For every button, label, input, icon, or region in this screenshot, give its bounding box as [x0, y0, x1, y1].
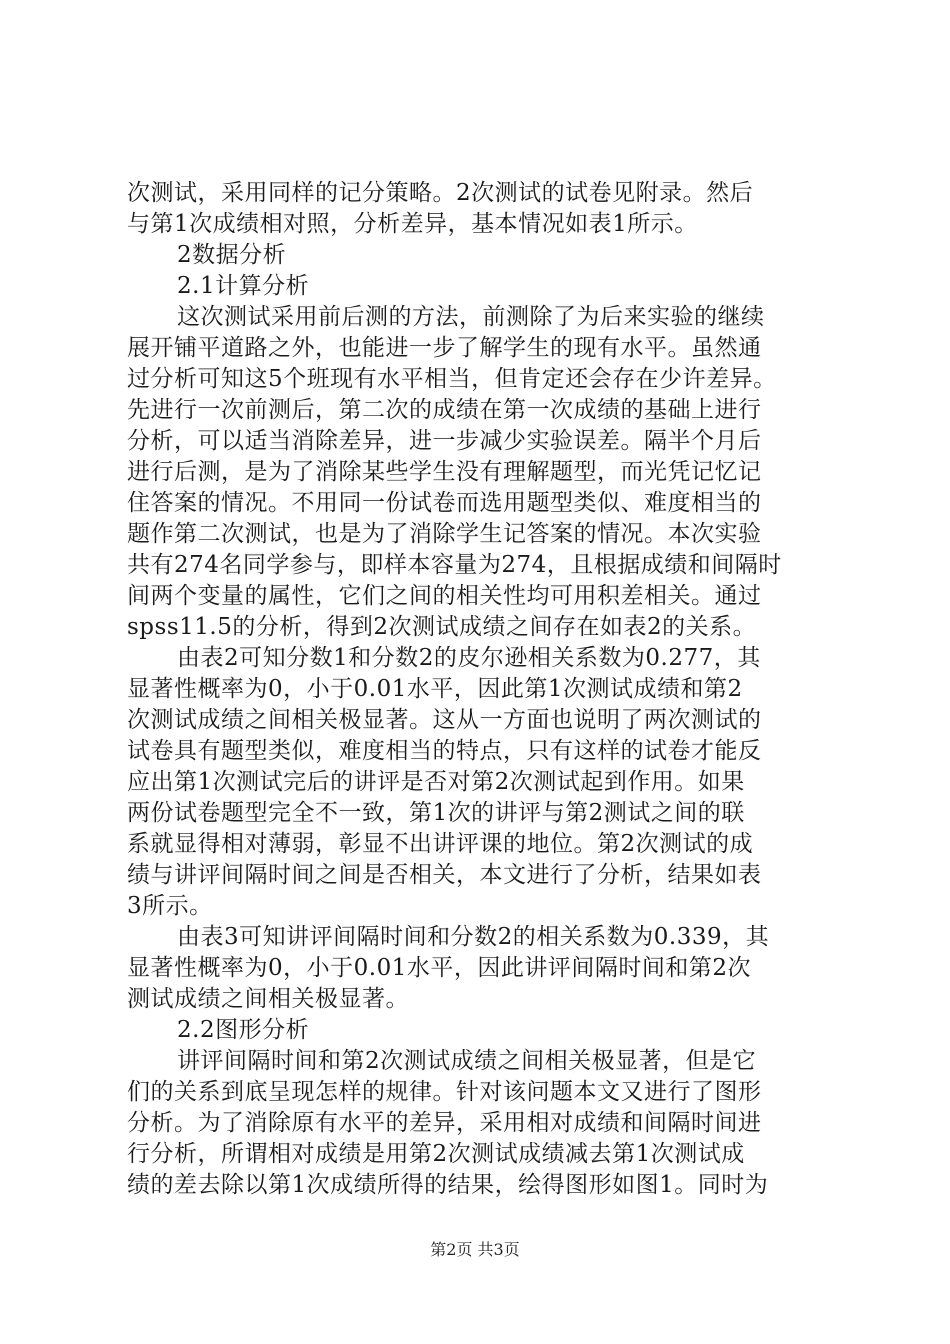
body-text-line: 进行后测，是为了消除某些学生没有理解题型，而光凭记忆记	[127, 459, 762, 485]
body-text-line: 行分析，所谓相对成绩是用第2次测试成绩减去第1次测试成	[127, 1141, 745, 1167]
body-text-line: 次测试成绩之间相关极显著。这从一方面也说明了两次测试的	[127, 707, 762, 733]
body-text-line: 显著性概率为0，小于0.01水平，因此讲评间隔时间和第2次	[127, 955, 751, 981]
body-text-line: 展开铺平道路之外，也能进一步了解学生的现有水平。虽然通	[127, 335, 762, 361]
paragraph-start: 由表3可知讲评间隔时间和分数2的相关系数为0.339，其	[177, 924, 770, 950]
paragraph-start: 由表2可知分数1和分数2的皮尔逊相关系数为0.277，其	[177, 645, 761, 671]
body-text-line: 系就显得相对薄弱，彰显不出讲评课的地位。第2次测试的成	[127, 831, 754, 857]
body-text-line: 住答案的情况。不用同一份试卷而选用题型类似、难度相当的	[127, 490, 762, 516]
page-footer: 第2页 共3页	[430, 1240, 520, 1259]
body-text-line: 绩与讲评间隔时间之间是否相关，本文进行了分析，结果如表	[127, 862, 762, 888]
paragraph-start: 这次测试采用前后测的方法，前测除了为后来实验的继续	[177, 304, 765, 330]
body-text-line: spss11.5的分析，得到2次测试成绩之间存在如表2的关系。	[127, 614, 757, 640]
body-text-line: 3所示。	[127, 893, 213, 919]
body-text-line: 与第1次成绩相对照，分析差异，基本情况如表1所示。	[127, 211, 698, 237]
body-text-line: 分析。为了消除原有水平的差异，采用相对成绩和间隔时间进	[127, 1110, 762, 1136]
body-text-line: 试卷具有题型类似，难度相当的特点，只有这样的试卷才能反	[127, 738, 762, 764]
body-text-line: 共有274名同学参与，即样本容量为274，且根据成绩和间隔时	[127, 552, 782, 578]
body-text-line: 测试成绩之间相关极显著。	[127, 986, 409, 1012]
body-text-line: 绩的差去除以第1次成绩所得的结果，绘得图形如图1。同时为	[127, 1172, 769, 1198]
body-text-line: 先进行一次前测后，第二次的成绩在第一次成绩的基础上进行	[127, 397, 762, 423]
body-text-line: 间两个变量的属性，它们之间的相关性均可用积差相关。通过	[127, 583, 762, 609]
section-heading: 2数据分析	[177, 242, 287, 268]
body-text-line: 次测试，采用同样的记分策略。2次测试的试卷见附录。然后	[127, 180, 754, 206]
subsection-heading: 2.2图形分析	[177, 1017, 310, 1043]
body-text-line: 应出第1次测试完后的讲评是否对第2次测试起到作用。如果	[127, 769, 745, 795]
subsection-heading: 2.1计算分析	[177, 273, 310, 299]
body-text-line: 分析，可以适当消除差异，进一步减少实验误差。隔半个月后	[127, 428, 762, 454]
body-text-line: 显著性概率为0，小于0.01水平，因此第1次测试成绩和第2	[127, 676, 743, 702]
body-text-line: 题作第二次测试，也是为了消除学生记答案的情况。本次实验	[127, 521, 762, 547]
body-text-line: 们的关系到底呈现怎样的规律。针对该问题本文又进行了图形	[127, 1079, 762, 1105]
body-text-line: 两份试卷题型完全不一致，第1次的讲评与第2测试之间的联	[127, 800, 745, 826]
body-text-line: 过分析可知这5个班现有水平相当，但肯定还会存在少许差异。	[127, 366, 777, 392]
paragraph-start: 讲评间隔时间和第2次测试成绩之间相关极显著，但是它	[177, 1048, 757, 1074]
